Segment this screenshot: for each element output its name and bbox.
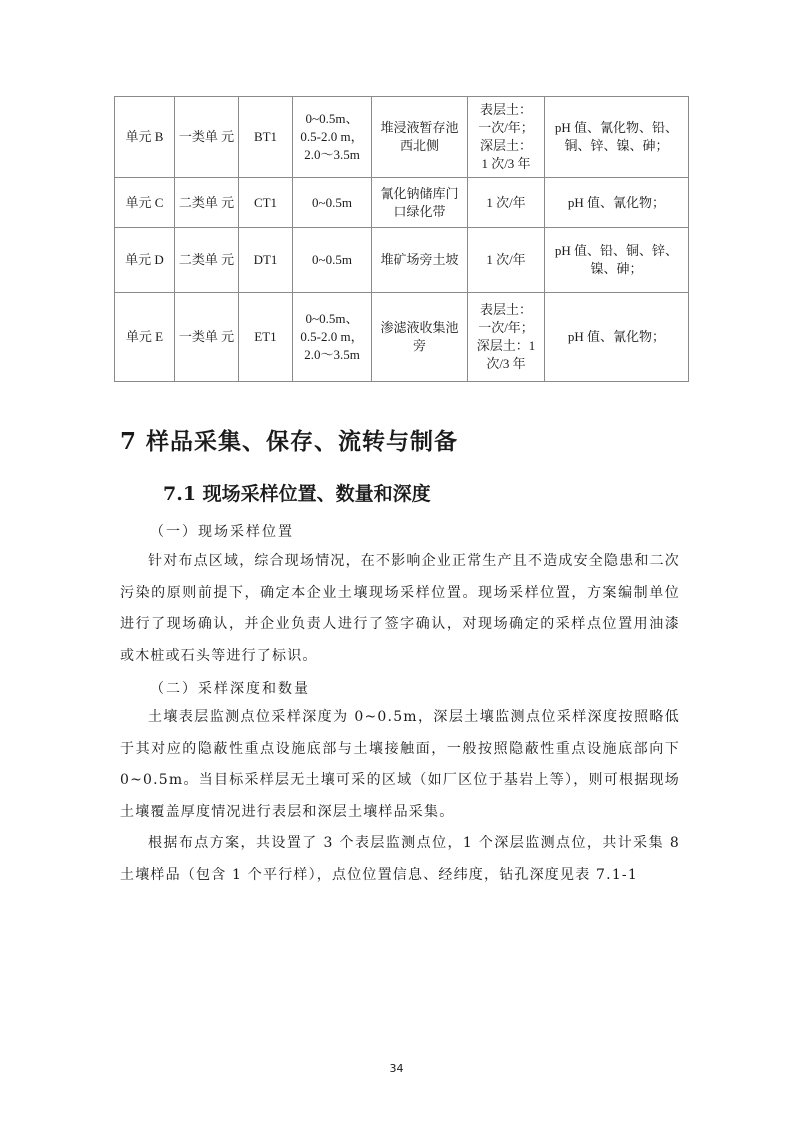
cell-text: 单元 B — [125, 129, 164, 144]
cell-line: 铜、锌、镍、砷； — [564, 138, 669, 153]
cell-line: 堆矿场旁土坡 — [380, 252, 459, 267]
part2-paragraph-1: 土壤表层监测点位采样深度为 0~0.5m，深层土壤监测点位采样深度按照略低于其对应的隐蔽性重点设施底部与土壤接触面，一般按照隐蔽性重点设施底部向下 0~0.5m。当目标采样层无土壤可采的区域（如厂区位于基岩上等），则可根据现场土壤覆盖厚度情况进行表层和深层土壤样品采集。 — [120, 709, 680, 820]
test-items-cell — [545, 178, 689, 228]
test-items-cell — [545, 97, 689, 178]
frequency-cell — [468, 228, 545, 293]
cell-text: 单元 D — [125, 252, 164, 267]
cell-text: 一类单 元 — [178, 129, 235, 144]
cell-text: CT1 — [253, 194, 278, 210]
category-cell — [175, 228, 239, 293]
part2-paragraph-2: 根据布点方案，共设置了 3 个表层监测点位，1 个深层监测点位，共计采集 8 土壤样品（包含 1 个平行样），点位位置信息、经纬度，钻孔深度见表 7.1-1 — [120, 835, 680, 883]
monitoring-points-table — [114, 96, 689, 382]
frequency-cell — [468, 97, 545, 178]
cell-line: pH 值、铅、铜、锌、 — [554, 243, 679, 258]
cell-line: 旁 — [412, 338, 426, 353]
table-row — [115, 178, 689, 228]
unit-cell — [115, 228, 175, 293]
category-cell — [175, 178, 239, 228]
cell-text: BT1 — [253, 129, 278, 144]
cell-line: 0~0.5m、 — [305, 311, 359, 326]
cell-line: 堆浸液暂存池 — [380, 120, 459, 135]
cell-text: 二类单 元 — [178, 252, 235, 267]
location-cell — [372, 228, 468, 293]
cell-line: 深层土：1 — [476, 338, 536, 353]
cell-line: pH 值、氰化物； — [567, 194, 666, 210]
section-heading: 7 样品采集、保存、流转与制备 — [120, 428, 459, 455]
cell-line: 2.0～3.5m — [304, 347, 360, 362]
cell-line: pH 值、氰化物； — [567, 329, 666, 344]
cell-line: pH 值、氰化物、铅、 — [554, 120, 679, 135]
cell-line: 表层土： — [479, 302, 532, 317]
point-id-cell — [239, 178, 293, 228]
depth-cell — [293, 293, 372, 382]
cell-line: 渗滤液收集池 — [380, 320, 459, 335]
point-id-cell — [239, 97, 293, 178]
cell-text: 二类单 元 — [178, 194, 235, 210]
unit-cell — [115, 97, 175, 178]
unit-cell — [115, 178, 175, 228]
depth-cell — [293, 228, 372, 293]
cell-line: 0~0.5m — [312, 252, 352, 267]
subsection-heading: 7.1 现场采样位置、数量和深度 — [163, 483, 431, 505]
cell-line: 一次/年； — [478, 320, 534, 335]
test-items-cell — [545, 228, 689, 293]
part1-paragraph: 针对布点区域，综合现场情况，在不影响企业正常生产且不造成安全隐患和二次污染的原则前提下，确定本企业土壤现场采样位置。现场采样位置，方案编制单位进行了现场确认，并企业负责人进行了签字确认，对现场确定的采样点位置用油漆或木桩或石头等进行了标识。 — [120, 553, 680, 664]
frequency-cell — [468, 293, 545, 382]
category-cell — [175, 293, 239, 382]
point-id-cell — [239, 293, 293, 382]
cell-line: 西北侧 — [399, 138, 439, 153]
cell-line: 0.5-2.0 m， — [300, 329, 364, 344]
cell-line: 一次/年； — [478, 120, 534, 135]
cell-line: 表层土： — [479, 102, 532, 117]
cell-line: 镍、砷； — [590, 261, 643, 276]
cell-line: 1 次/年 — [486, 194, 526, 210]
cell-line: 氰化钠储库门 — [380, 185, 459, 201]
cell-line: 0~0.5m、 — [305, 111, 359, 126]
test-items-cell — [545, 293, 689, 382]
cell-line: 2.0～3.5m — [304, 147, 360, 162]
part1-title: （一）现场采样位置 — [150, 524, 294, 540]
depth-cell — [293, 178, 372, 228]
cell-line: 深层土： — [479, 138, 532, 153]
point-id-cell — [239, 228, 293, 293]
cell-text: 单元 C — [125, 194, 164, 210]
location-cell — [372, 178, 468, 228]
category-cell — [175, 97, 239, 178]
depth-cell — [293, 97, 372, 178]
cell-line: 1 次/年 — [486, 252, 526, 267]
location-cell — [372, 293, 468, 382]
cell-line: 1 次/3 年 — [481, 156, 531, 171]
cell-line: 口绿化带 — [393, 203, 446, 219]
cell-text: 一类单 元 — [178, 329, 235, 344]
page-number: 34 — [389, 1062, 404, 1075]
cell-line: 0.5-2.0 m， — [300, 129, 364, 144]
unit-cell — [115, 293, 175, 382]
cell-line: 次/3 年 — [486, 356, 526, 371]
cell-text: DT1 — [253, 252, 278, 267]
part2-title: （二）采样深度和数量 — [150, 681, 310, 697]
table-row — [115, 293, 689, 382]
cell-text: ET1 — [254, 329, 277, 344]
table-row — [115, 228, 689, 293]
cell-text: 单元 E — [125, 329, 164, 344]
cell-line: 0~0.5m — [312, 194, 352, 210]
location-cell — [372, 97, 468, 178]
frequency-cell — [468, 178, 545, 228]
table-row — [115, 97, 689, 178]
